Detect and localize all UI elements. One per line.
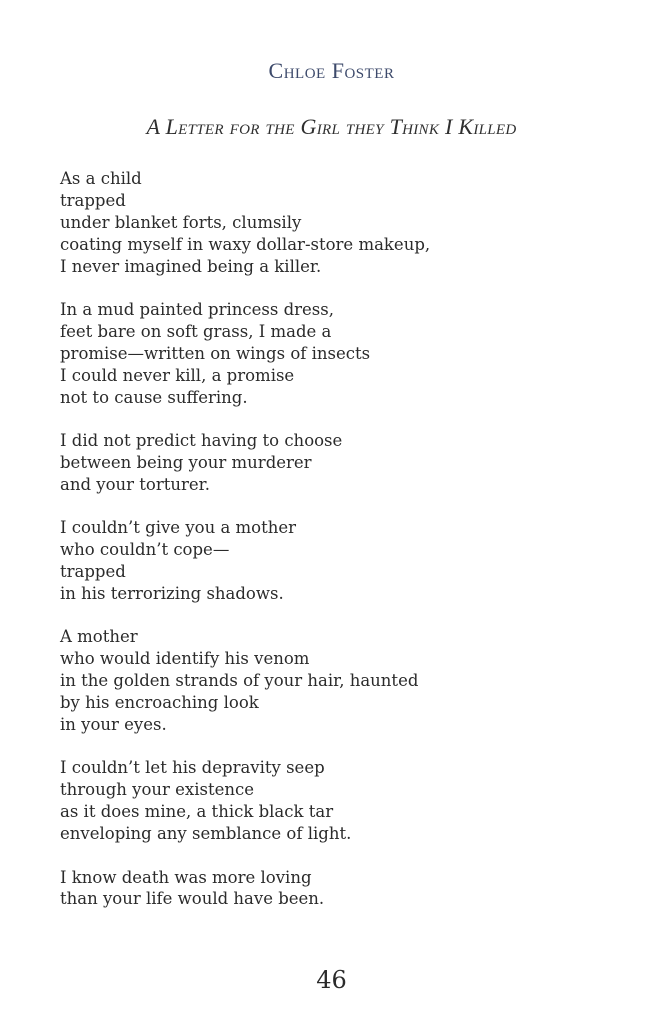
stanza-1 [60,168,620,278]
poem-line: than your life would have been. [60,889,325,909]
poem-body [60,168,620,932]
poem-line: trapped [60,190,126,210]
poem-line: In a mud painted princess dress, [60,300,334,320]
poem-line: I couldn’t give you a mother [60,518,297,538]
poem-line: as it does mine, a thick black tar [60,802,334,822]
stanza-6 [60,757,620,845]
poem-line: As a child [60,169,142,188]
poem-line: through your existence [60,780,254,800]
stanza-4 [60,517,620,605]
poem-line: under blanket forts, clumsily [60,212,302,232]
poem-line: I know death was more loving [60,867,312,887]
poem-line: promise—written on wings of insects [60,343,371,363]
poem-line: who would identify his venom [60,649,310,669]
poem-line: I did not predict having to choose [60,431,343,451]
poem-line: who couldn’t cope— [60,540,230,560]
poem-line: by his encroaching look [60,693,259,713]
page-number: 46 [316,966,347,994]
poem-line: in the golden strands of your hair, haunted [60,671,419,691]
poem-line: and your torturer. [60,474,210,494]
stanza-7 [60,867,620,911]
poem-line: A mother [60,627,138,647]
poem-line: feet bare on soft grass, I made a [60,321,332,341]
poem-line: I couldn’t let his depravity seep [60,758,325,778]
poem-line: in your eyes. [60,715,167,735]
poem-line: I could never kill, a promise [60,365,295,385]
poem-line: enveloping any semblance of light. [60,824,352,844]
poem-line: trapped [60,562,126,582]
poem-line: not to cause suffering. [60,387,248,407]
stanza-2 [60,299,620,409]
poem-title: A Letter for the Girl they Think I Killed [146,114,517,139]
author-name: Chloe Foster [268,58,395,83]
poem-line: between being your murderer [60,452,312,472]
poem-line: I never imagined being a killer. [60,256,322,276]
stanza-3 [60,430,620,496]
poem-line: in his terrorizing shadows. [60,584,284,603]
poem-line: coating myself in waxy dollar-store makeup, [60,234,431,254]
stanza-5 [60,626,620,736]
